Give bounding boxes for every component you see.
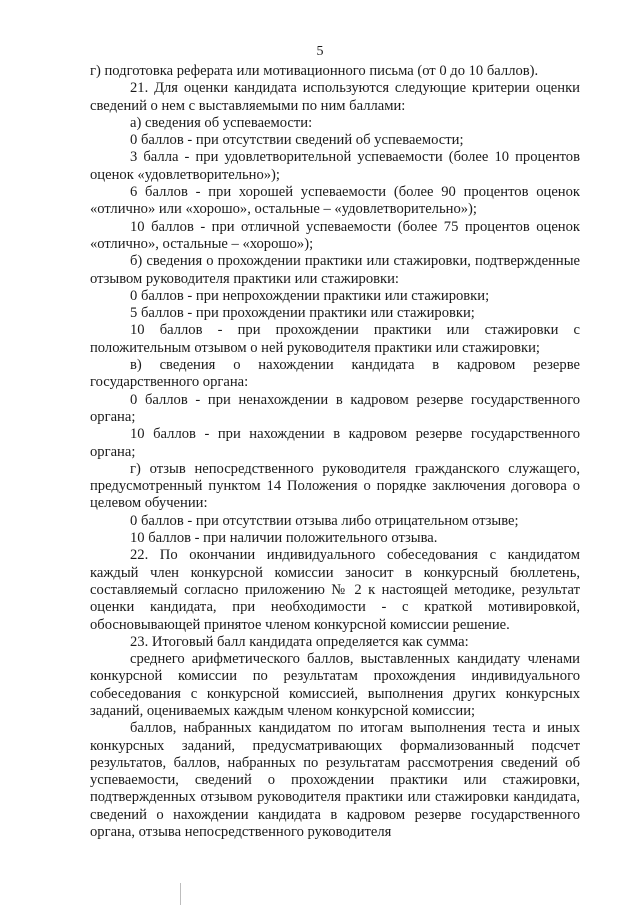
- paragraph-a-3-points: 3 балла - при удовлетворительной успеваемости (более 10 процентов оценок «удовлетворительно»);: [90, 149, 580, 183]
- paragraph-g-0-points: 0 баллов - при отсутствии отзыва либо отрицательном отзыве;: [130, 512, 519, 529]
- paragraph-a-6-points: 6 баллов - при хорошей успеваемости (более 90 процентов оценок «отлично» или «хорошо», остальные – «удовлетворительно»);: [90, 184, 580, 218]
- paragraph-a-10-points: 10 баллов - при отличной успеваемости (более 75 процентов оценок «отлично», остальные – «хорошо»);: [90, 218, 580, 252]
- paragraph-b-10-points: 10 баллов - при прохождении практики или стажировки с положительным отзывом о ней руководителя практики или стажировки;: [90, 322, 580, 356]
- paragraph-21: 21. Для оценки кандидата используются следующие критерии оценки сведений о нем с выставляемыми по ним баллами:: [90, 80, 580, 114]
- paragraph-v-0-points: 0 баллов - при ненахождении в кадровом резерве государственного органа;: [90, 391, 580, 425]
- paragraph-23: 23. Итоговый балл кандидата определяется как сумма:: [130, 633, 469, 650]
- paragraph-b-practice: б) сведения о прохождении практики или стажировки, подтвержденные отзывом руководителя практики или стажировки:: [90, 253, 580, 287]
- paragraph-g-review: г) отзыв непосредственного руководителя гражданского служащего, предусмотренный пунктом 14 Положения о порядке заключения договора о целевом обучении:: [90, 460, 580, 512]
- paragraph-g-10-points: 10 баллов - при наличии положительного отзыва.: [130, 530, 438, 547]
- paragraph-b-0-points: 0 баллов - при непрохождении практики или стажировки;: [130, 287, 490, 304]
- document-body: [90, 63, 580, 841]
- paragraph-a-academic: а) сведения об успеваемости:: [130, 114, 313, 131]
- scan-artifact-line: [180, 883, 181, 905]
- paragraph-23-points: баллов, набранных кандидатом по итогам выполнения теста и иных конкурсных заданий, предусматривающих формализованный подсчет результатов, баллов, набранных по результатам рассмотрения сведений об успеваемости, сведений о прохождении практики или стажировки, подтвержденных отзывом руководителя практики или стажировки кандидата, сведений о нахождении кандидата в кадровом резерве государственного органа, отзыва непосредственного руководителя: [90, 720, 580, 841]
- paragraph-a-0-points: 0 баллов - при отсутствии сведений об успеваемости;: [130, 132, 464, 149]
- paragraph-22: 22. По окончании индивидуального собеседования с кандидатом каждый член конкурсной комиссии заносит в конкурсный бюллетень, составляемый согласно приложению № 2 к настоящей методике, результат оценки кандидата, при необходимости - с краткой мотивировкой, обосновывающей принятое членом конкурсной комиссии решение.: [90, 547, 580, 633]
- paragraph-v-reserve: в) сведения о нахождении кандидата в кадровом резерве государственного органа:: [90, 357, 580, 391]
- paragraph-v-10-points: 10 баллов - при нахождении в кадровом резерве государственного органа;: [90, 426, 580, 460]
- paragraph-item-g-essay: г) подготовка реферата или мотивационного письма (от 0 до 10 баллов).: [90, 63, 539, 79]
- paragraph-b-5-points: 5 баллов - при прохождении практики или стажировки;: [130, 305, 475, 322]
- paragraph-23-average: среднего арифметического баллов, выставленных кандидату членами конкурсной комиссии по результатам прохождения индивидуального собеседования с конкурсной комиссией, выполнения других конкурсных заданий, оцениваемых каждым членом конкурсной комиссии;: [90, 651, 580, 719]
- page-number: 5: [316, 44, 324, 59]
